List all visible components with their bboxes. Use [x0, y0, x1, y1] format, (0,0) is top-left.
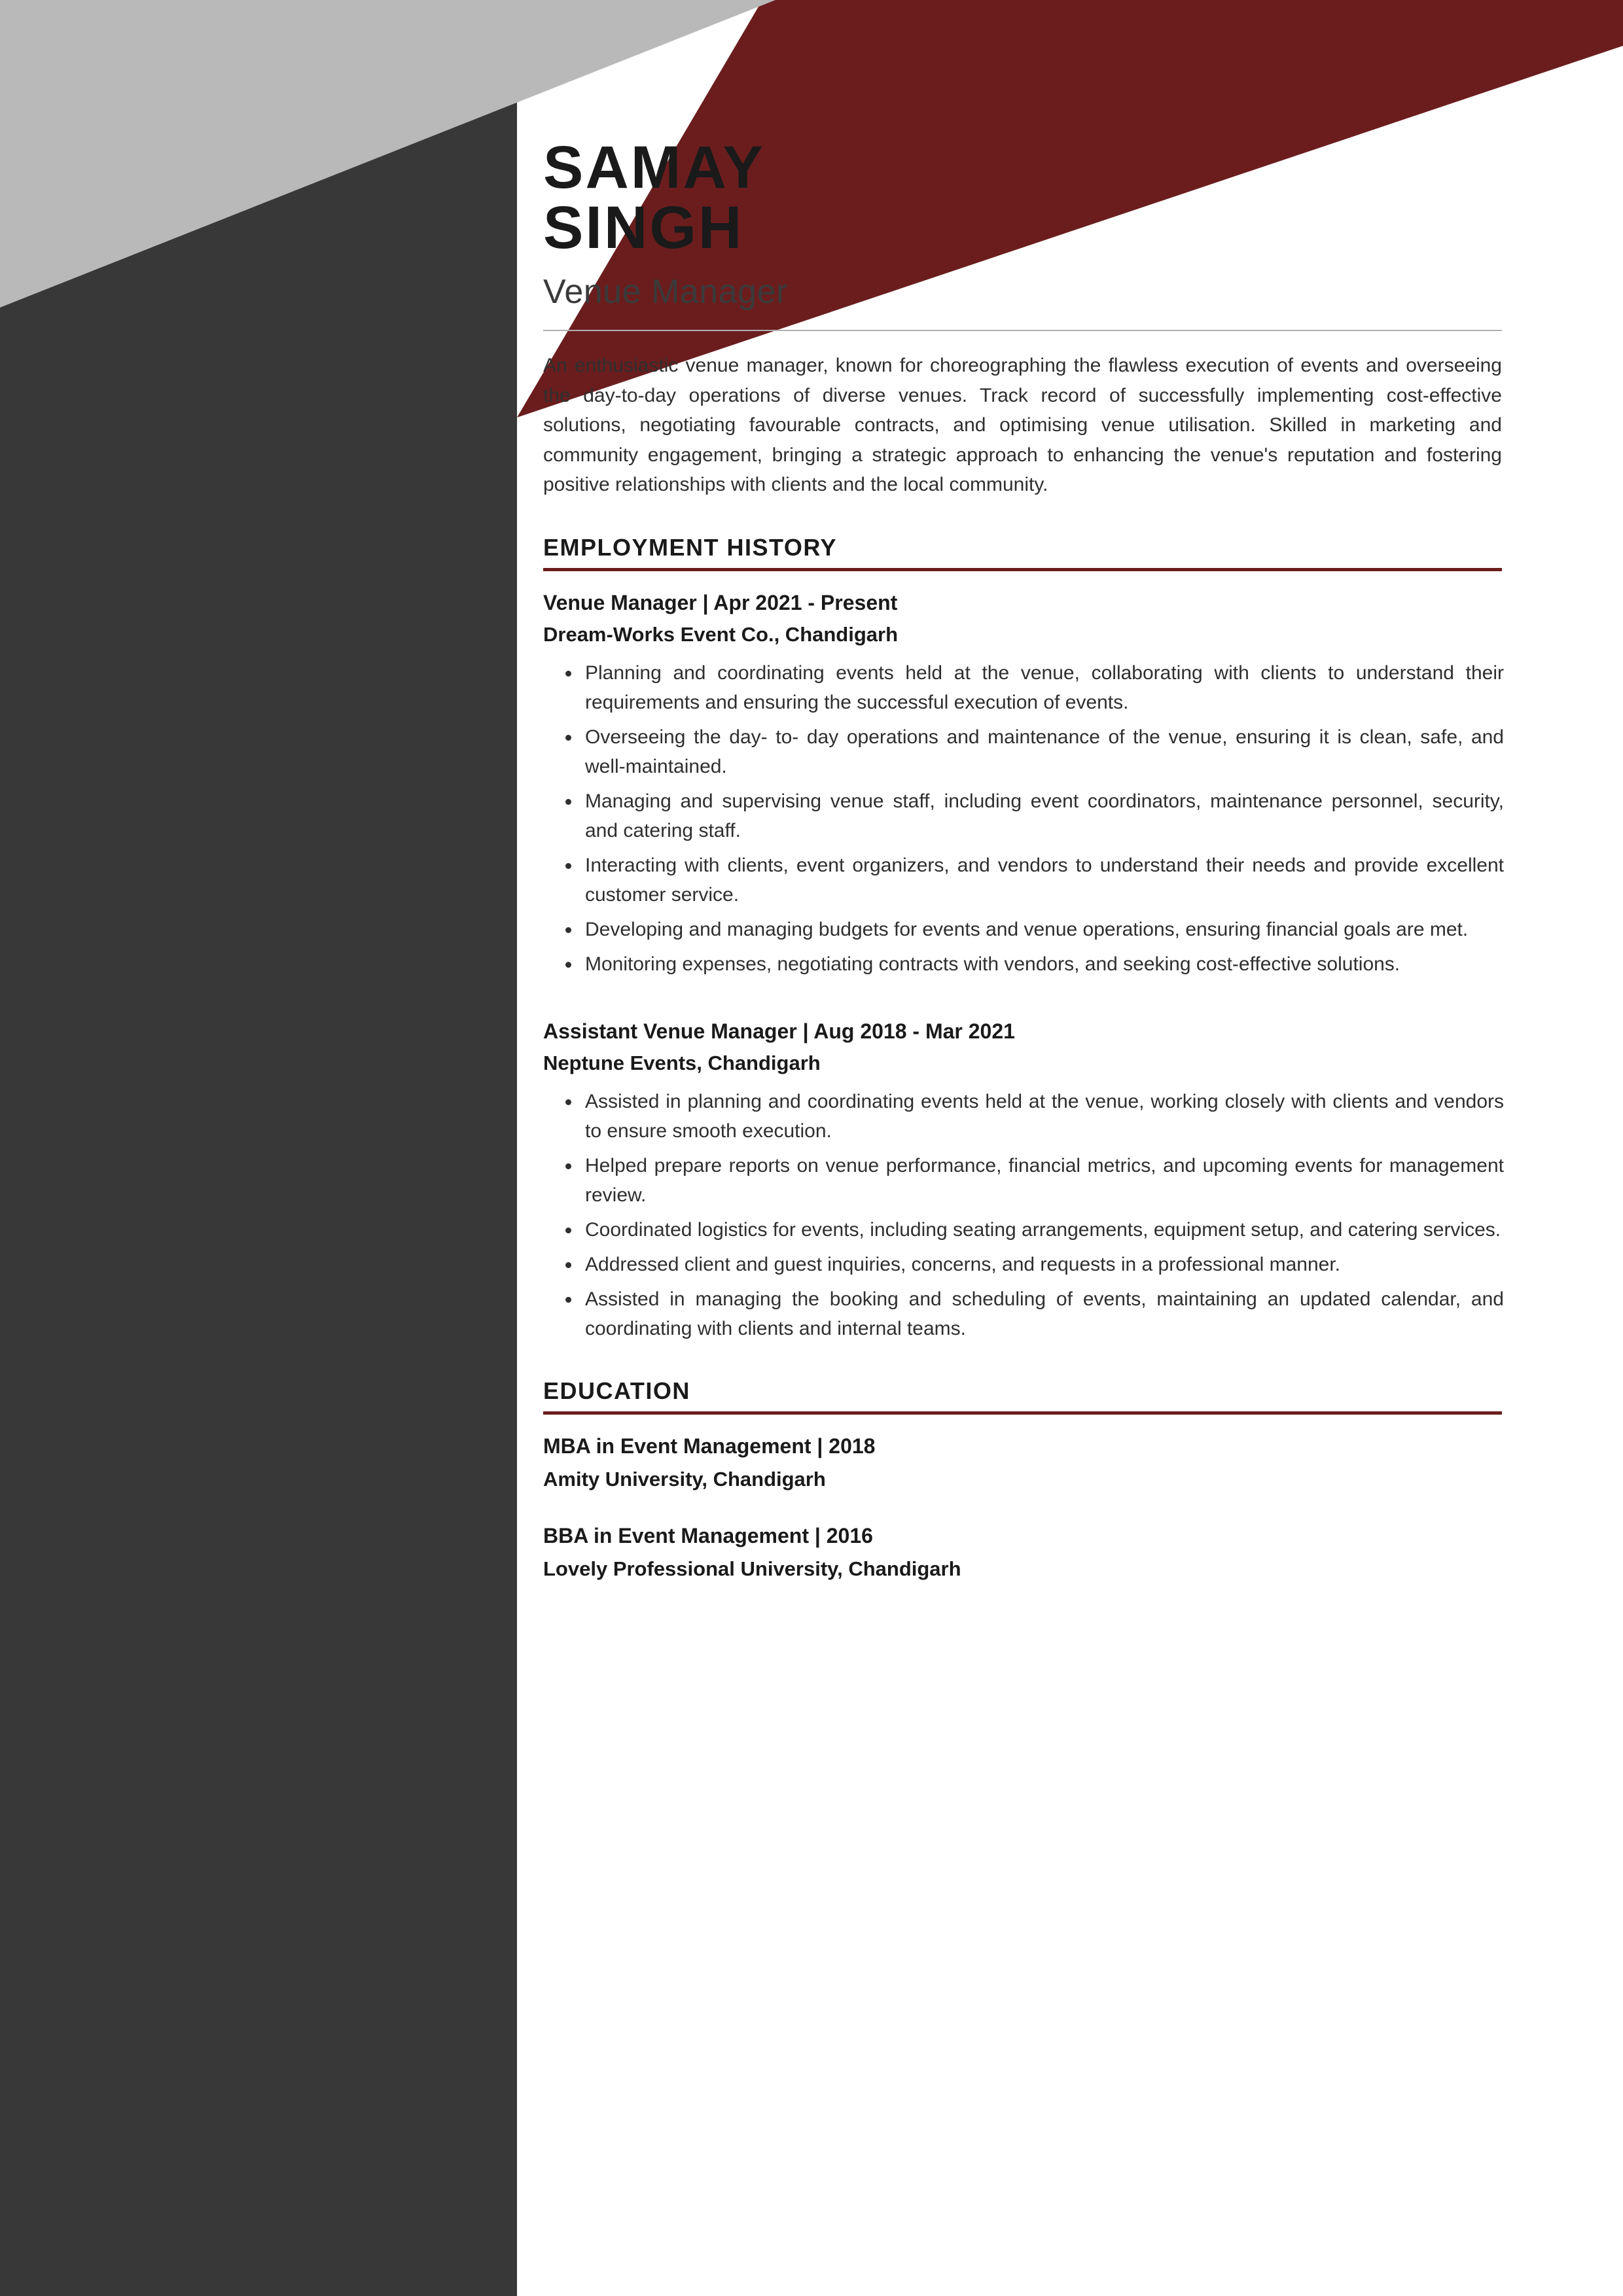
job-entry-company: Neptune Events, Chandigarh	[543, 1051, 821, 1074]
job-bullet: • Developing and managing budgets for events and venue operations, ensuring financial goals are met.	[581, 915, 1504, 944]
professional-summary: An enthusiastic venue manager, known for choreographing the flawless execution of events and overseeing the day-to-day operations of diverse venues. Track record of successfully implementing cost-effective solutions, negotiating favourable contracts, and optimising venue utilisation. Skilled in marketing and community engagement, bringing a strategic approach to enhancing the venue's reputation and fostering positive relationships with clients and the local community.	[543, 355, 1502, 496]
job-title: Venue Manager	[543, 273, 788, 311]
job-bullet: • Coordinated logistics for events, including seating arrangements, equipment setup, and catering services.	[581, 1215, 1504, 1245]
education-degree: MBA in Event Management | 2018	[543, 1434, 876, 1458]
job-entry	[543, 591, 1512, 979]
job-entry	[543, 1019, 1512, 1343]
job-bullet: • Assisted in planning and coordinating events held at the venue, working closely with clients and vendors to ensure smooth execution.	[581, 1087, 1504, 1146]
job-bullet: • Planning and coordinating events held at the venue, collaborating with clients to understand their requirements and ensuring the successful execution of events.	[581, 658, 1504, 717]
education-heading: EDUCATION	[543, 1377, 690, 1404]
last-name: SINGH	[543, 194, 744, 261]
employment-rule	[543, 568, 1502, 571]
job-bullet: • Managing and supervising venue staff, including event coordinators, maintenance personnel, security, and catering staff.	[581, 786, 1504, 845]
education-degree: BBA in Event Management | 2016	[543, 1523, 873, 1547]
main-content	[543, 0, 1512, 1581]
job-bullet-list	[581, 658, 1504, 979]
job-bullet: • Helped prepare reports on venue performance, financial metrics, and upcoming events for management review.	[581, 1151, 1504, 1210]
job-bullet-list	[581, 1087, 1504, 1343]
job-bullet: • Monitoring expenses, negotiating contracts with vendors, and seeking cost-effective solutions.	[581, 949, 1504, 979]
education-rule	[543, 1411, 1502, 1415]
employment-heading: EMPLOYMENT HISTORY	[543, 533, 838, 561]
education-school: Lovely Professional University, Chandigarh	[543, 1557, 961, 1580]
first-name: SAMAY	[543, 134, 765, 201]
education-entry	[543, 1434, 1512, 1491]
job-entry-company: Dream-Works Event Co., Chandigarh	[543, 622, 899, 646]
job-entry-title: Assistant Venue Manager | Aug 2018 - Mar 2021	[543, 1019, 1015, 1043]
spacer	[543, 1491, 1512, 1524]
job-bullet: • Interacting with clients, event organizers, and vendors to understand their needs and provide excellent customer service.	[581, 851, 1504, 910]
education-school: Amity University, Chandigarh	[543, 1467, 826, 1491]
spacer	[543, 984, 1512, 1014]
education-entry	[543, 1524, 1512, 1581]
job-bullet: • Assisted in managing the booking and scheduling of events, maintaining an updated calendar, and coordinating with clients and internal teams.	[581, 1284, 1504, 1343]
job-bullet: • Addressed client and guest inquiries, concerns, and requests in a professional manner.	[581, 1250, 1504, 1279]
job-bullet: • Overseeing the day- to- day operations and maintenance of the venue, ensuring it is clean, safe, and well-maintained.	[581, 722, 1504, 781]
sidebar-panel	[0, 0, 517, 2296]
header-divider	[543, 330, 1502, 331]
job-entry-title: Venue Manager | Apr 2021 - Present	[543, 590, 898, 614]
